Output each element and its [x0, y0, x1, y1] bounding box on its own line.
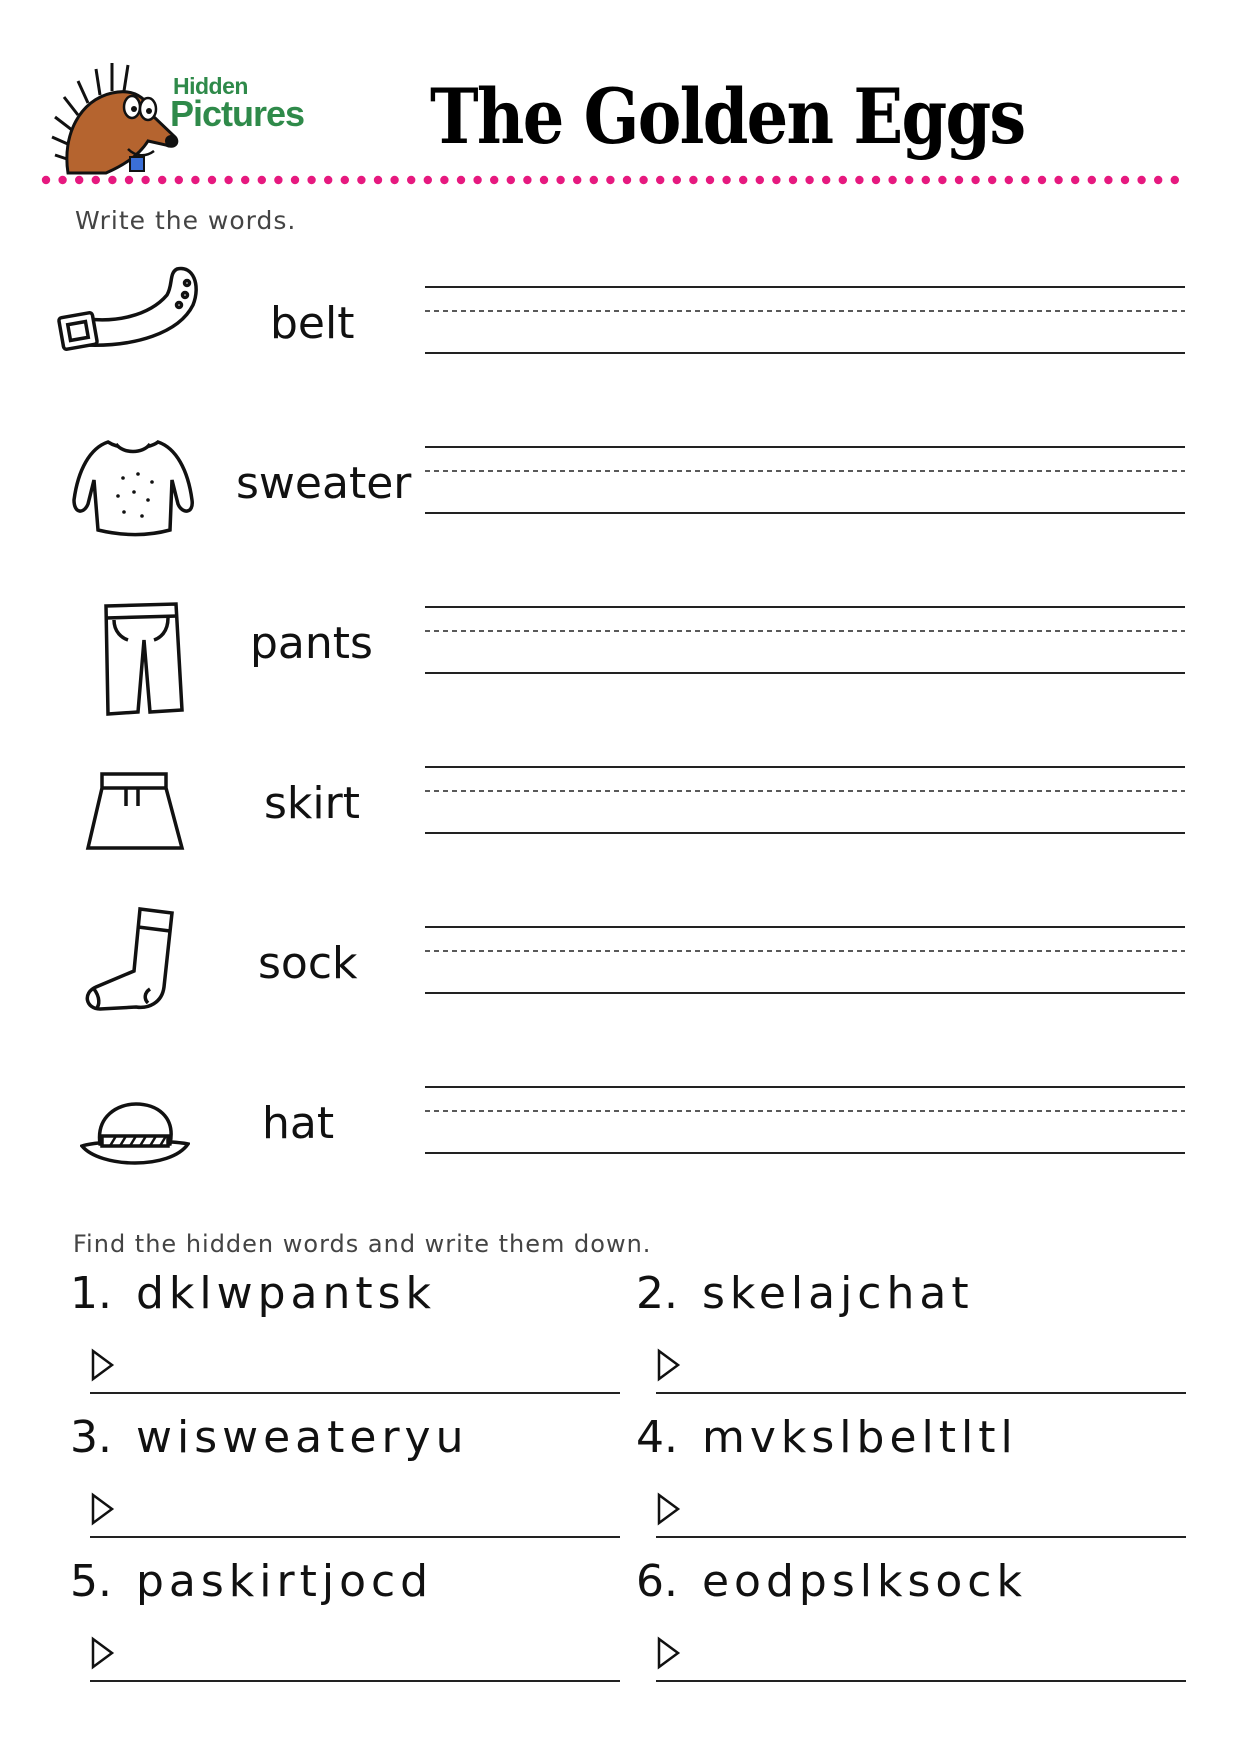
answer-line[interactable] — [90, 1636, 625, 1686]
puzzle-number: 5. — [70, 1556, 112, 1607]
hat-icon — [80, 1094, 190, 1174]
hidden-pictures-logo — [50, 45, 340, 175]
word-label: skirt — [264, 778, 360, 829]
hidden-word-puzzle — [636, 1268, 974, 1319]
puzzle-number: 2. — [636, 1268, 678, 1319]
puzzle-letters: dklwpantsk — [135, 1268, 437, 1319]
word-label: sweater — [236, 458, 412, 509]
handwriting-lines[interactable] — [425, 1085, 1185, 1155]
word-label: pants — [250, 618, 373, 669]
hedgehog-mascot-icon — [50, 45, 180, 175]
answer-line[interactable] — [656, 1636, 1191, 1686]
puzzle-number: 1. — [70, 1268, 112, 1319]
puzzle-letters: skelajchat — [701, 1268, 974, 1319]
arrow-marker-icon — [659, 1495, 678, 1523]
hidden-word-puzzle — [636, 1556, 1027, 1607]
write-words-instruction: Write the words. — [75, 206, 297, 235]
hidden-word-puzzle — [70, 1556, 433, 1607]
puzzle-letters: eodpslksock — [701, 1556, 1027, 1607]
hidden-word-puzzle — [70, 1412, 468, 1463]
puzzle-number: 4. — [636, 1412, 678, 1463]
puzzle-letters: paskirtjocd — [135, 1556, 434, 1607]
answer-line[interactable] — [656, 1492, 1191, 1542]
dotted-divider — [40, 170, 1180, 190]
puzzle-number: 6. — [636, 1556, 678, 1607]
answer-line[interactable] — [90, 1492, 625, 1542]
hidden-word-puzzle — [636, 1412, 1018, 1463]
word-label: belt — [270, 298, 355, 349]
page-title: The Golden Eggs — [430, 72, 1025, 161]
puzzle-letters: wisweateryu — [135, 1412, 469, 1463]
arrow-marker-icon — [93, 1495, 112, 1523]
answer-line[interactable] — [90, 1348, 625, 1398]
brand-name-line1: Hidden — [173, 73, 248, 99]
find-words-instruction: Find the hidden words and write them down. — [73, 1230, 652, 1258]
word-label: hat — [262, 1098, 335, 1149]
skirt-icon — [82, 766, 192, 856]
pants-icon — [98, 600, 188, 720]
word-label: sock — [258, 938, 358, 989]
answer-line[interactable] — [656, 1348, 1191, 1398]
handwriting-lines[interactable] — [425, 605, 1185, 675]
handwriting-lines[interactable] — [425, 925, 1185, 995]
sock-icon — [78, 903, 178, 1023]
belt-icon — [55, 255, 205, 355]
handwriting-lines[interactable] — [425, 765, 1185, 835]
arrow-marker-icon — [93, 1639, 112, 1667]
arrow-marker-icon — [659, 1639, 678, 1667]
puzzle-letters: mvkslbeltltl — [701, 1412, 1018, 1463]
brand-name-line2: Pictures — [170, 93, 305, 134]
arrow-marker-icon — [659, 1351, 678, 1379]
handwriting-lines[interactable] — [425, 285, 1185, 355]
sweater-icon — [68, 430, 198, 540]
puzzle-number: 3. — [70, 1412, 112, 1463]
handwriting-lines[interactable] — [425, 445, 1185, 515]
hidden-word-puzzle — [70, 1268, 436, 1319]
arrow-marker-icon — [93, 1351, 112, 1379]
